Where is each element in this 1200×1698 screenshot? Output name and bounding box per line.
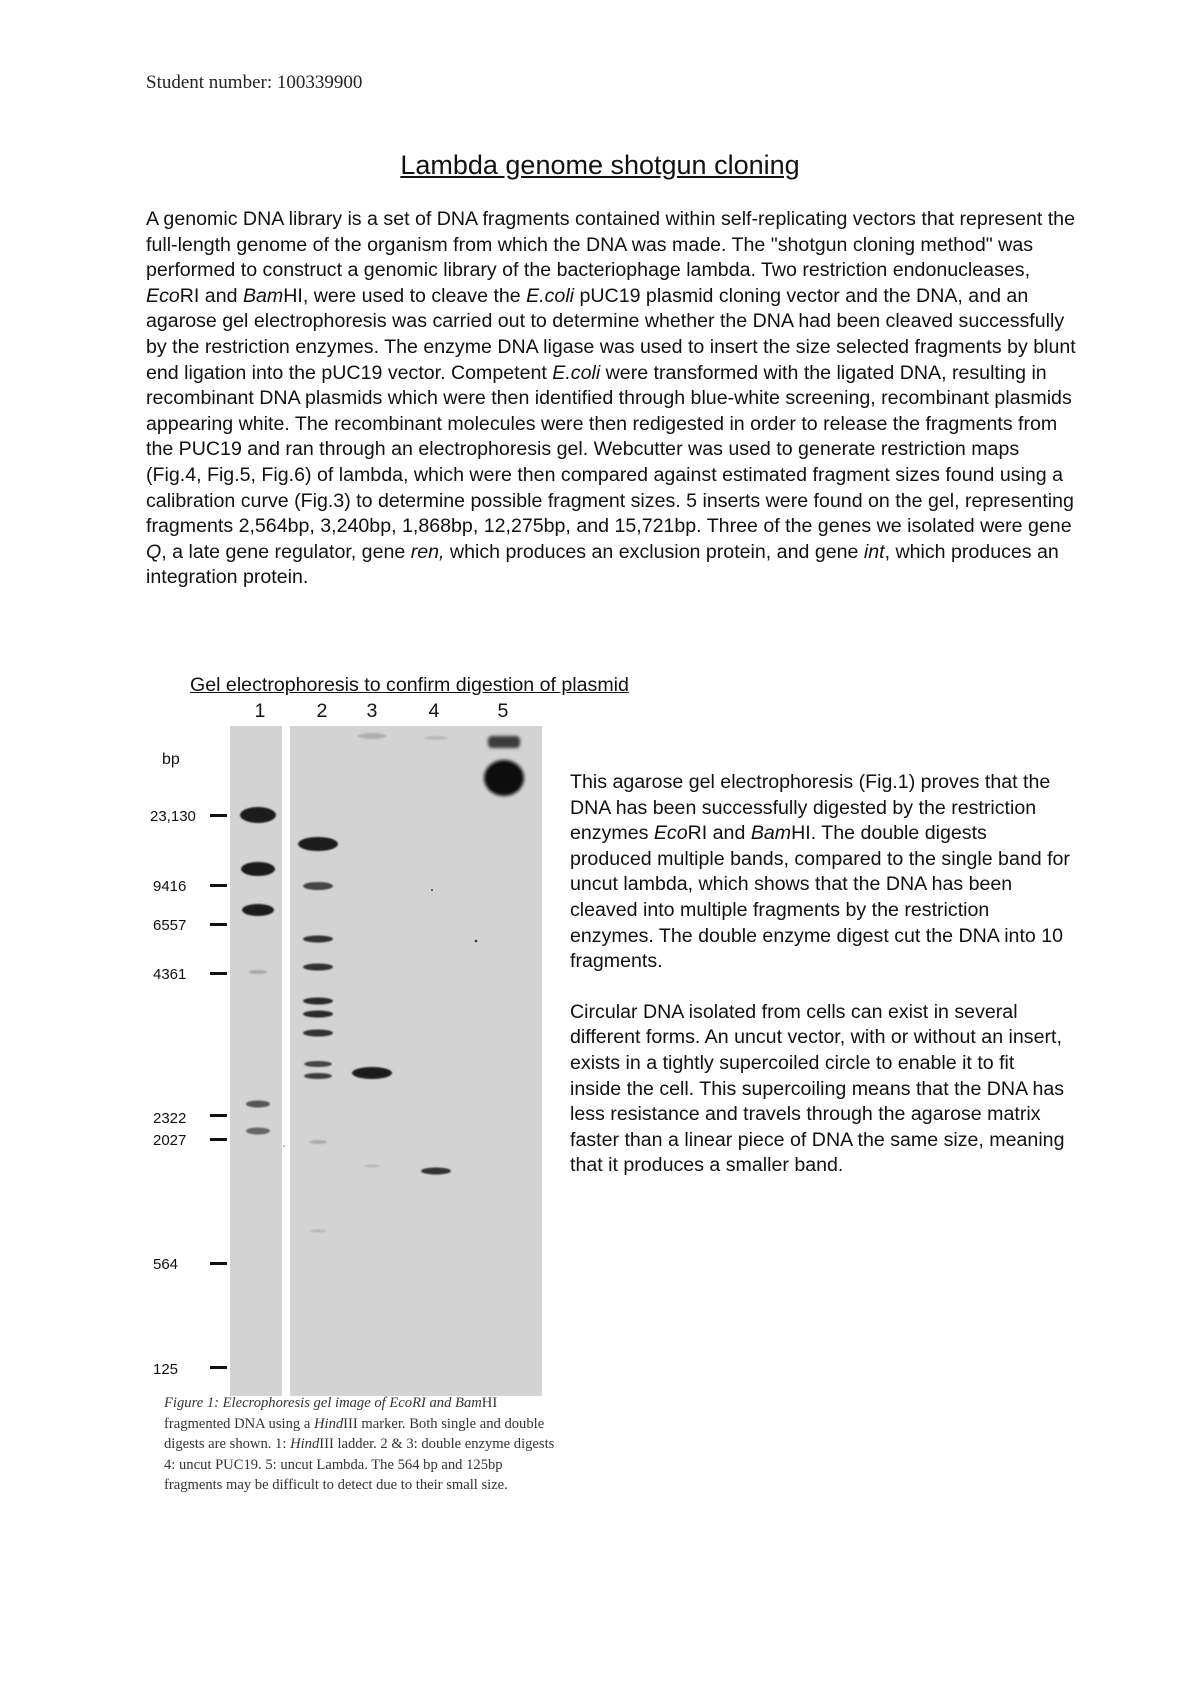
gel-band <box>240 807 276 823</box>
ladder-label: 2322 <box>153 1110 187 1127</box>
gel-panel-samples <box>290 726 542 1396</box>
side-paragraph: This agarose gel electrophoresis (Fig.1) proves that the DNA has been successfully digested by the restriction enzymes EcoRI and BamHI. The double digests produced multiple bands, compared to the single band for uncut lambda, which shows that the DNA has been cleaved into multiple fragments by the restriction enzymes. The double enzyme digest cut the DNA into 10 fragments. <box>570 771 1070 973</box>
ladder-tick <box>210 1262 227 1265</box>
ladder-label: 564 <box>153 1256 179 1273</box>
gel-band <box>246 1128 270 1135</box>
ladder-label: 6557 <box>153 917 187 934</box>
gel-band <box>303 998 333 1005</box>
gel-band <box>352 1067 392 1079</box>
gel-band <box>484 760 524 796</box>
lane-number: 4 <box>428 700 440 722</box>
side-text <box>570 770 1070 1204</box>
lane-5-bands <box>484 736 524 796</box>
gel-band <box>358 733 386 739</box>
gel-band <box>304 1061 332 1067</box>
gel-band <box>304 1073 332 1079</box>
gel-band <box>424 736 448 740</box>
intro-paragraph: A genomic DNA library is a set of DNA fragments contained within self-replicating vectors that represent the full-length genome of the organism from which the DNA was made. The "shotgun cloning method" was performed to construct a genomic library of the bacteriophage lambda. Two restriction endonucleases, EcoRI and BamHI, were used to cleave the E.coli pUC19 plasmid cloning vector and the DNA, and an agarose gel electrophoresis was carried out to determine whether the DNA had been cleaved successfully by the restriction enzymes. The enzyme DNA ligase was used to insert the size selected fragments by blunt end ligation into the pUC19 vector. Competent E.coli were transformed with the ligated DNA, resulting in recombinant DNA plasmids which were then identified through blue-white screening, recombinant plasmids appearing white. The recombinant molecules were then redigested in order to release the fragments from the PUC19 and ran through an electrophoresis gel. Webcutter was used to generate restriction maps (Fig.4, Fig.5, Fig.6) of lambda, which were then compared against estimated fragment sizes found using a calibration curve (Fig.3) to determine possible fragment sizes. 5 inserts were found on the gel, representing fragments 2,564bp, 3,240bp, 1,868bp, 12,275bp, and 15,721bp. Three of the genes we isolated were gene Q, a late gene regulator, gene ren, which produces an exclusion protein, and gene int, which produces an integration protein. <box>146 208 1076 589</box>
figure-title: Gel electrophoresis to confirm digestion of plasmid <box>190 674 629 696</box>
gel-band <box>488 736 520 748</box>
gel-speck <box>283 1145 285 1147</box>
gel-band <box>242 904 274 916</box>
gel-band <box>241 862 275 876</box>
ladder-label: 2027 <box>153 1132 187 1149</box>
ladder-label: 9416 <box>153 878 187 895</box>
gel-band <box>246 1101 270 1108</box>
page-title: Lambda genome shotgun cloning <box>400 150 800 180</box>
ladder-tick <box>210 972 227 975</box>
gel-band <box>298 837 338 851</box>
gel-band <box>249 970 267 974</box>
gel-speck <box>475 940 478 943</box>
gel-band <box>309 1140 327 1144</box>
ladder-tick <box>210 1138 227 1141</box>
ladder-label: 23,130 <box>150 808 196 825</box>
ladder-label: 125 <box>153 1361 179 1378</box>
gel-image <box>150 726 542 1396</box>
gel-band <box>303 936 333 943</box>
ladder-tick <box>210 1366 227 1369</box>
lane-number: 2 <box>316 700 328 722</box>
ladder-tick <box>210 814 227 817</box>
ladder-label: 4361 <box>153 966 187 983</box>
gel-band <box>421 1168 451 1175</box>
gel-band <box>364 1165 380 1168</box>
gel-band <box>303 964 333 971</box>
lane-number: 5 <box>497 700 509 722</box>
side-paragraph: Circular DNA isolated from cells can exist in several different forms. An uncut vector, with or without an insert, exists in a tightly supercoiled circle to enable it to fit inside the cell. This supercoiling means that the DNA has less resistance and travels through the agarose matrix faster than a linear piece of DNA the same size, meaning that it produces a smaller band. <box>570 1000 1065 1177</box>
gel-band <box>303 1011 333 1018</box>
ladder-tick <box>210 923 227 926</box>
gel-band <box>303 1030 333 1037</box>
ladder-tick <box>210 884 227 887</box>
gel-speck <box>431 889 433 891</box>
figure-caption: Figure 1: Elecrophoresis gel image of EcoRI and BamHI fragmented DNA using a HindIII marker. Both single and double digests are shown. 1: HindIII ladder. 2 & 3: double enzyme digests 4: uncut PUC19. 5: uncut Lambda. The 564 bp and 125bp fragments may be difficult to detect due to their small size. <box>164 1395 555 1493</box>
gel-band <box>310 1230 326 1233</box>
ladder-tick <box>210 1114 227 1117</box>
lane-number: 1 <box>254 700 266 722</box>
bp-label: bp <box>162 751 180 768</box>
gel-band <box>303 882 333 890</box>
gel-panel-ladder <box>230 726 282 1396</box>
lane-number: 3 <box>366 700 378 722</box>
student-number: Student number: 100339900 <box>146 72 363 93</box>
